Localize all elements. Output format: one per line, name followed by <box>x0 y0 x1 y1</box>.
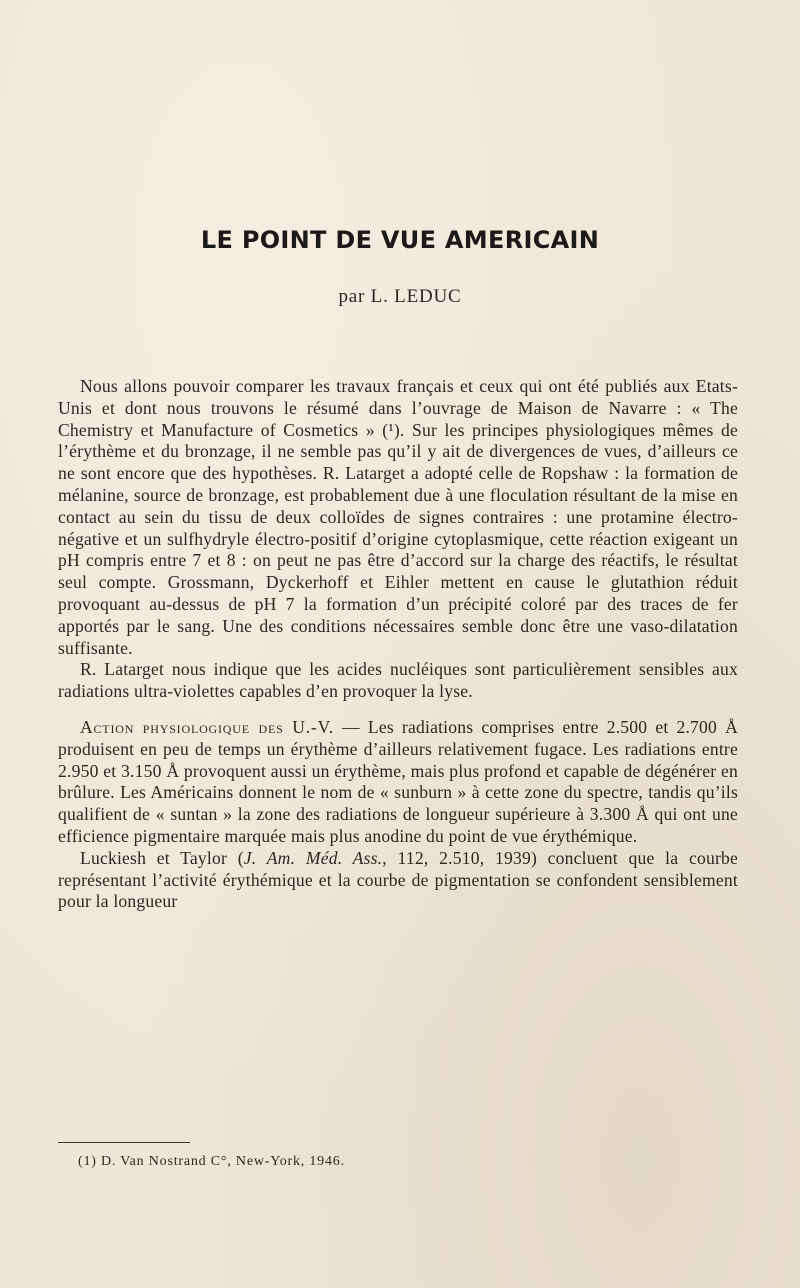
paragraph-4-rest: , 112, 2.510, 1939) concluent que la courbe représentant l’activité érythémique et la courbe de pigmentation se confondent sensiblement pour la longueur <box>58 847 739 912</box>
paragraph-1: Nous allons pouvoir comparer les travaux français et ceux qui ont été publiés aux Etats-Unis et dont nous trouvons le résumé dans l’ouvrage de Maison de Navarre : « The Chemistry et Manufacture of Cosmetics » (¹). Sur les principes physiologiques mêmes de l’érythème et du bronzage, il ne semble pas qu’il y ait de divergences de vues, d’ailleurs ce ne sont encore que des hypothèses. R. Latarget a adopté celle de Ropshaw : la formation de mélanine, source de bronzage, est probablement due à une floculation résultant de la mise en contact au sein du tissu de deux colloïdes de signes contraires : une protamine électro-négative et un sulfhydryle électro-positif d’origine cytoplasmique, cette réaction exigeant un pH compris entre 7 et 8 : on peut ne pas être d’accord sur la charge des réactifs, le résultat seul compte. Grossmann, Dyckerhoff et Eihler mettent en cause le glutathion réduit provoquant au-dessus de pH 7 la formation d’un précipité coloré par des traces de fer apportés par le sang. Une des conditions nécessaires semble donc être une vaso-dilatation suffisante. <box>58 376 738 658</box>
journal-citation: J. Am. Méd. Ass. <box>243 847 383 868</box>
article-body <box>58 376 738 913</box>
footnote-divider <box>58 1142 190 1143</box>
article-title: LE POINT DE VUE AMERICAIN <box>200 226 600 254</box>
paragraph-2: R. Latarget nous indique que les acides nucléiques sont particulièrement sensibles aux radiations ultra-violettes capables d’en provoquer la lyse. <box>58 659 738 702</box>
footnote: (1) D. Van Nostrand C°, New-York, 1946. <box>78 1154 345 1169</box>
paragraph-3-text: — Les radiations comprises entre 2.500 et 2.700 Å produisent en peu de temps un érythème d’ailleurs relativement fugace. Les radiations entre 2.950 et 3.150 Å provoquent aussi un érythème, mais plus profond et capable de dégénérer en brûlure. Les Américains donnent le nom de « sunburn » à cette zone du spectre, tandis qu’ils qualifient de « suntan » la zone des radiations de longueur supérieure à 3.300 Å qui ont une efficience pigmentaire marquée mais plus anodine du point de vue érythémique. <box>58 716 738 846</box>
section-heading: Action physiologique des U.-V. <box>80 716 335 737</box>
paragraph-4 <box>58 848 738 913</box>
author-byline: par L. LEDUC <box>338 286 462 307</box>
paragraph-3 <box>58 717 738 848</box>
paragraph-4-start: Luckiesh et Taylor ( <box>80 847 244 868</box>
